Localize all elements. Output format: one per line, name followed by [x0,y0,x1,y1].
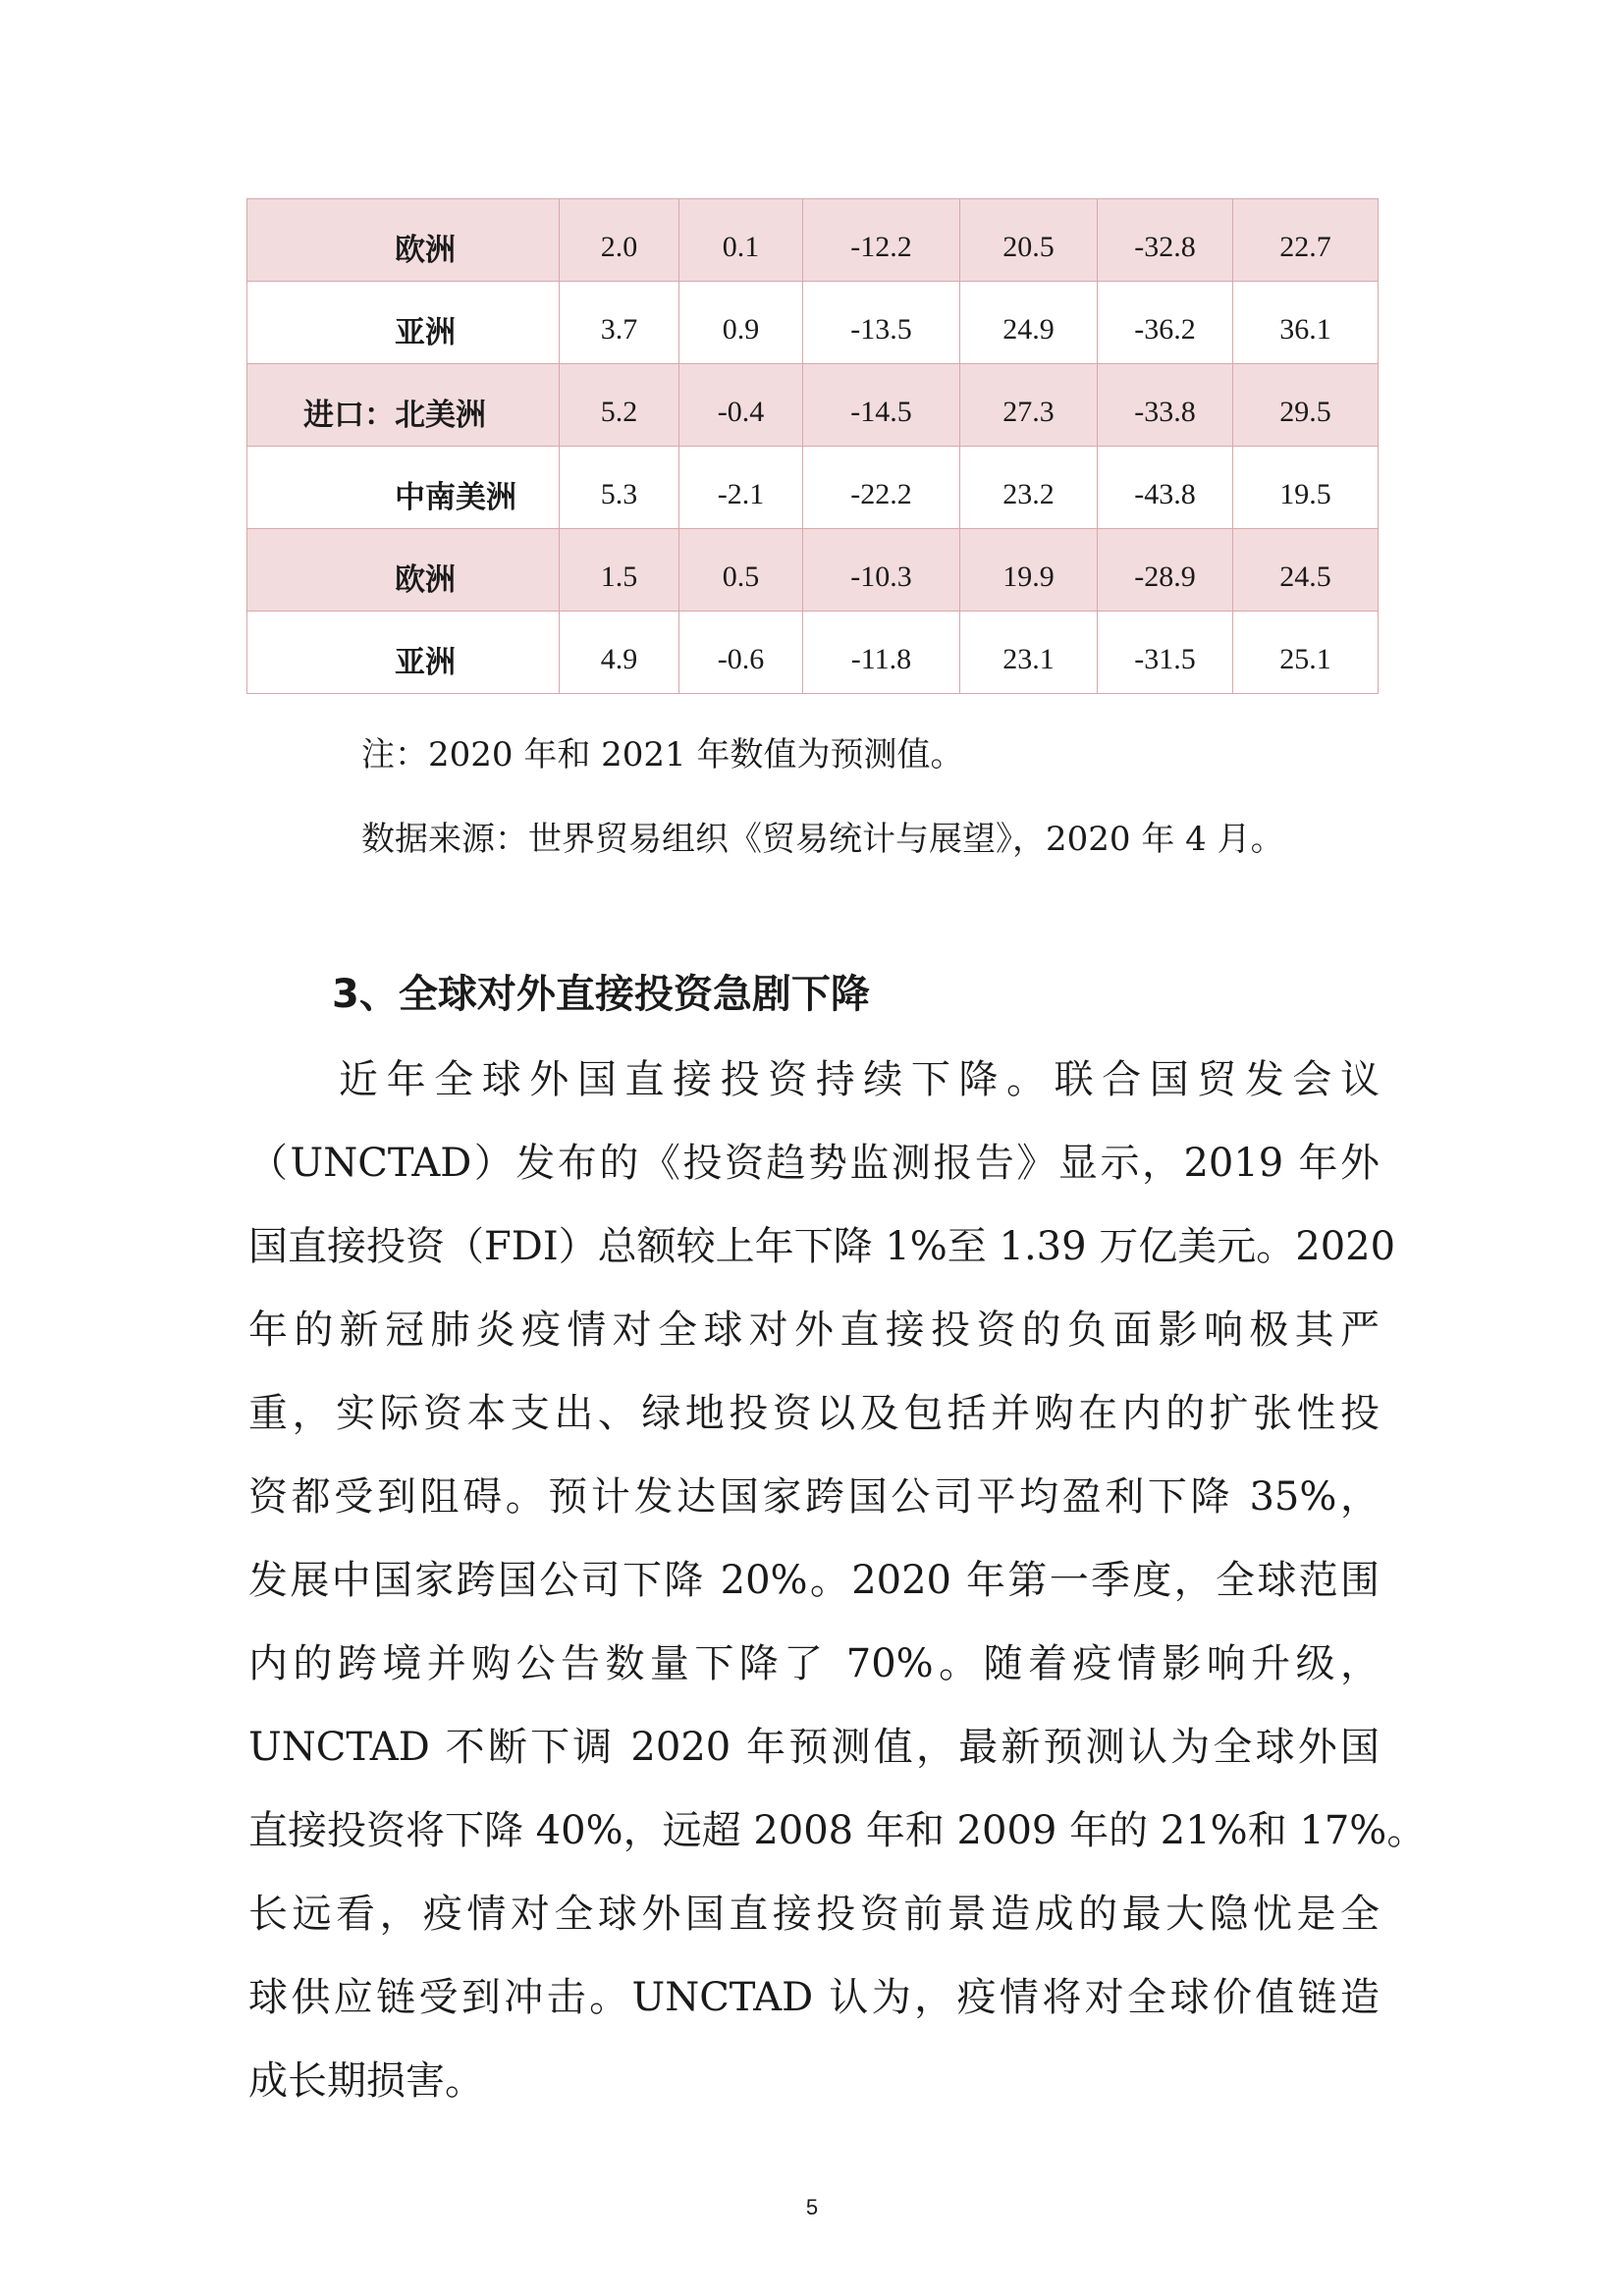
table-cell: 4.9 [560,612,679,694]
trade-growth-table [246,198,1379,694]
region-label: 中南美洲 [247,447,560,529]
table-cell: -33.8 [1098,364,1233,447]
table-cell: 23.2 [960,447,1098,529]
paragraph-line: 发展中国家跨国公司下降 20%。2020 年第一季度，全球范围 [248,1558,1380,1603]
table-cell: -14.5 [803,364,960,447]
table-cell: -22.2 [803,447,960,529]
table-cell: 24.5 [1233,529,1379,612]
page-number: 5 [805,2195,819,2219]
paragraph-line: 长远看，疫情对全球外国直接投资前景造成的最大隐忧是全 [248,1892,1380,1937]
table-cell: 1.5 [560,529,679,612]
table-cell: -10.3 [803,529,960,612]
paragraph-line: 球供应链受到冲击。UNCTAD 认为，疫情将对全球价值链造 [248,1975,1380,2020]
table-cell: 0.1 [679,199,803,282]
table-row [247,199,1379,282]
table-cell: 2.0 [560,199,679,282]
paragraph-line: （UNCTAD）发布的《投资趋势监测报告》显示，2019 年外 [248,1141,1380,1186]
paragraph-line: 内的跨境并购公告数量下降了 70%。随着疫情影响升级， [248,1641,1380,1686]
table-cell: -0.6 [679,612,803,694]
table-cell: -32.8 [1098,199,1233,282]
table-cell: -31.5 [1098,612,1233,694]
paragraph-line: 直接投资将下降 40%，远超 2008 年和 2009 年的 21%和 17%。 [248,1808,1427,1853]
table-cell: 36.1 [1233,282,1379,364]
region-label: 亚洲 [247,282,560,364]
paragraph-line: 成长期损害。 [248,2058,484,2104]
table-cell: -43.8 [1098,447,1233,529]
paragraph-line: 重，实际资本支出、绿地投资以及包括并购在内的扩张性投 [248,1391,1380,1436]
table-cell: -12.2 [803,199,960,282]
table-cell: 20.5 [960,199,1098,282]
table-row [247,282,1379,364]
table-cell: 3.7 [560,282,679,364]
region-label: 亚洲 [247,612,560,694]
section-heading: 3、全球对外直接投资急剧下降 [332,972,870,1017]
table-cell: -13.5 [803,282,960,364]
table-cell: 22.7 [1233,199,1379,282]
table-note: 注：2020 年和 2021 年数值为预测值。 [361,735,964,774]
paragraph-line: 年的新冠肺炎疫情对全球对外直接投资的负面影响极其严 [248,1308,1380,1353]
table-cell: 27.3 [960,364,1098,447]
table-cell: 29.5 [1233,364,1379,447]
table-cell: -2.1 [679,447,803,529]
table-cell: -28.9 [1098,529,1233,612]
table-cell: -0.4 [679,364,803,447]
region-label: 进口：北美洲 [247,364,560,447]
table-cell: 19.5 [1233,447,1379,529]
region-label: 欧洲 [247,199,560,282]
table-cell: 5.2 [560,364,679,447]
paragraph-line: 近年全球外国直接投资持续下降。联合国贸发会议 [339,1057,1380,1102]
table-row [247,447,1379,529]
table-row [247,529,1379,612]
table-row [247,612,1379,694]
table-cell: 23.1 [960,612,1098,694]
paragraph-line: UNCTAD 不断下调 2020 年预测值，最新预测认为全球外国 [248,1725,1380,1770]
table-row [247,364,1379,447]
table-cell: 0.9 [679,282,803,364]
data-source-note: 数据来源：世界贸易组织《贸易统计与展望》，2020 年 4 月。 [361,820,1284,859]
table-cell: 25.1 [1233,612,1379,694]
table-cell: 0.5 [679,529,803,612]
table-cell: 19.9 [960,529,1098,612]
table-cell: -11.8 [803,612,960,694]
paragraph-line: 国直接投资（FDI）总额较上年下降 1%至 1.39 万亿美元。2020 [248,1224,1396,1269]
region-label: 欧洲 [247,529,560,612]
table-cell: -36.2 [1098,282,1233,364]
paragraph-line: 资都受到阻碍。预计发达国家跨国公司平均盈利下降 35%， [248,1474,1380,1520]
table-cell: 24.9 [960,282,1098,364]
table-cell: 5.3 [560,447,679,529]
